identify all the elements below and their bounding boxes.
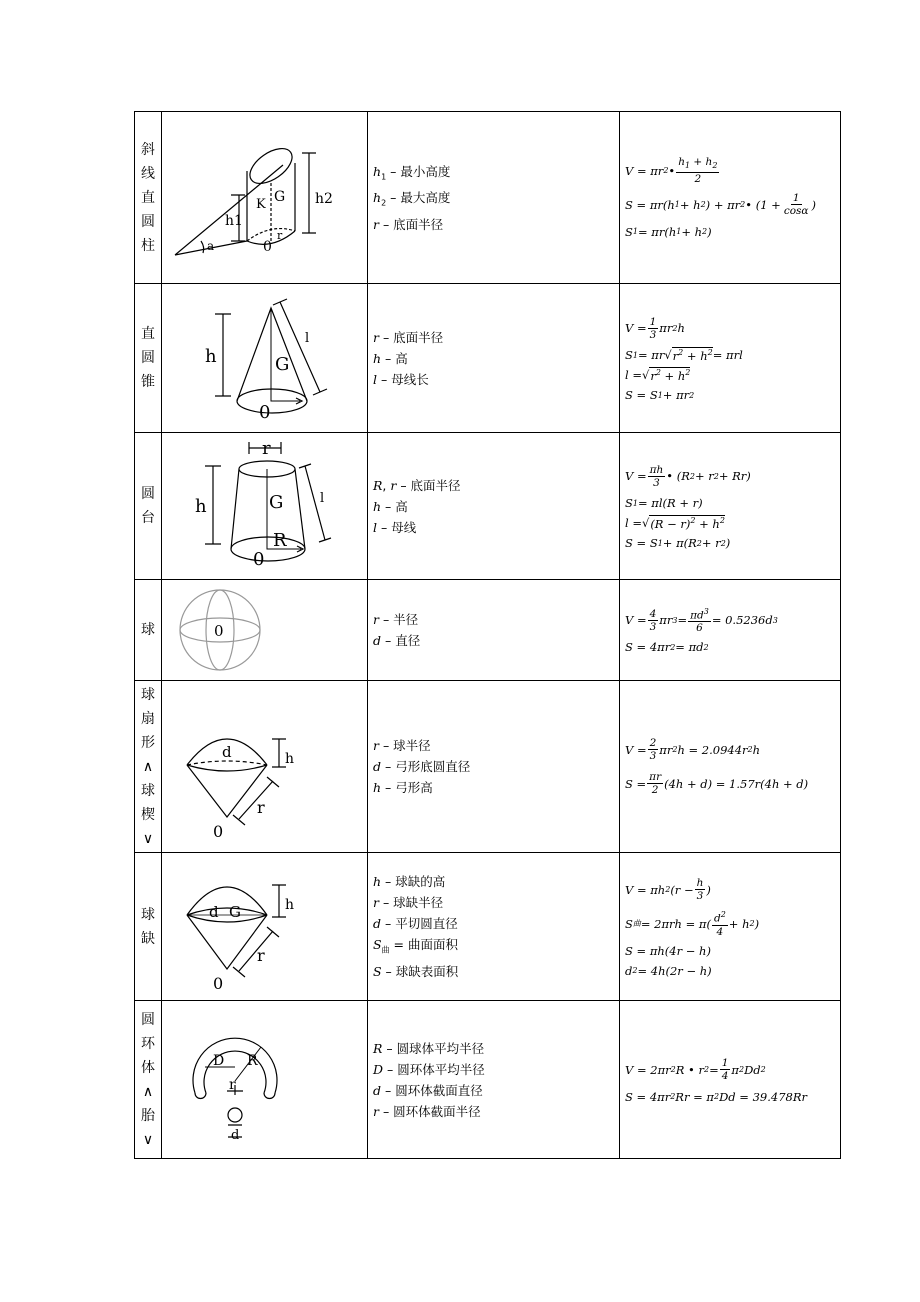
var-line: d – 平切圆直径: [373, 916, 458, 932]
formulas: [620, 853, 841, 1001]
label-K: K: [255, 196, 266, 212]
formula-volume: V = $\frac{1}{3}$ πr 2 h: [625, 315, 685, 341]
label-G: G: [274, 354, 289, 375]
label-r: r: [276, 228, 282, 242]
label-o: 0: [212, 821, 223, 841]
label-R: R: [272, 530, 287, 551]
row-sphere: [135, 580, 841, 681]
variable-definitions: [368, 853, 620, 1001]
var-line: l – 母线长: [373, 371, 429, 387]
formulas: [620, 681, 841, 853]
var-line: $S_曲$ = 曲面面积: [373, 937, 458, 955]
label-d: d: [208, 902, 219, 921]
cone-diagram: [165, 288, 365, 428]
label-G: G: [273, 188, 285, 205]
formulas: [620, 112, 841, 284]
variable-definitions: [368, 580, 620, 681]
label-G: G: [228, 902, 241, 921]
label-r: r: [228, 1076, 236, 1093]
variable-definitions: [368, 112, 620, 284]
formula-volume: V = $\frac{\pi h}{3}$ • (R 2 + r 2 + Rr): [625, 463, 751, 489]
formula-volume: V = $\frac{2}{3}$ πr 2 h = 2.0944r 2 h: [625, 737, 761, 762]
formula-surface: S = S 1 + πr 2: [625, 388, 695, 402]
label-h: h: [284, 750, 294, 767]
shape-figure: [162, 853, 368, 1001]
var-line: h – 球缺的高: [373, 874, 446, 890]
label-l: l: [319, 491, 324, 506]
label-h1: h1: [224, 212, 243, 229]
var-line: r – 底面半径: [373, 329, 444, 345]
formula-surface: S = 4πr 2 Rr = π 2 Dd = 39.478Rr: [625, 1089, 807, 1104]
var-line: h – 高: [373, 498, 408, 514]
formulas: [620, 284, 841, 433]
label-o: 0: [213, 622, 224, 640]
var-line: $h_2$ – 最大高度: [373, 190, 451, 208]
geometry-formula-table: [134, 111, 841, 1159]
formula-volume: V = πh 2 (r − $\frac{h}{3}$ ): [625, 877, 711, 902]
formula-surface: S = 4πr 2 = πd 2: [625, 640, 709, 654]
shape-figure: [162, 580, 368, 681]
frustum-diagram: [165, 436, 365, 576]
var-line: h – 高: [373, 350, 408, 366]
var-line: l – 母线: [373, 519, 417, 535]
formulas: [620, 580, 841, 681]
var-line: r – 球缺半径: [373, 895, 444, 911]
sphere-diagram: [165, 582, 365, 678]
formula-slant: l = √ $(R - r)^2 + h^2$: [625, 516, 725, 531]
label-l: l: [304, 331, 309, 346]
var-line: r – 底面半径: [373, 216, 444, 232]
formula-slant: l = √ $r^2 + h^2$: [625, 368, 691, 383]
var-line: r – 圆环体截面半径: [373, 1103, 481, 1119]
var-line: r – 半径: [373, 612, 419, 627]
label-r: r: [256, 797, 265, 817]
label-o: 0: [212, 973, 223, 993]
shape-name: 球 缺: [135, 853, 162, 1001]
torus-diagram: [165, 1005, 365, 1155]
label-d: d: [221, 742, 232, 761]
formula-surface: S = πr(h 1 + h 2 ) + πr 2 • (1 + $\frac{1}{\cos\alpha}$ ): [625, 192, 816, 217]
var-line: r – 球半径: [373, 738, 431, 753]
label-D: D: [212, 1052, 224, 1069]
formula-volume: V = πr 2 • $\frac{h_1 + h_2}{2}$: [625, 155, 718, 186]
shape-figure: [162, 284, 368, 433]
formulas: [620, 1001, 841, 1159]
shape-name: 球: [135, 580, 162, 681]
row-torus: [135, 1001, 841, 1159]
spherical-sector-diagram: [165, 687, 365, 847]
formula-diameter: d 2 = 4h(2r − h): [625, 963, 712, 978]
formula-lateral: S 1 = πr √ $r^2 + h^2$ = πrl: [625, 348, 743, 363]
shape-figure: [162, 433, 368, 580]
label-alpha: a: [206, 238, 214, 253]
shape-name: 斜 线 直 圆 柱: [135, 112, 162, 284]
label-R: R: [246, 1052, 258, 1069]
row-spherical-sector: [135, 681, 841, 853]
formula-surface: S = πh(4r − h): [625, 943, 711, 958]
row-oblique-cylinder: [135, 112, 841, 284]
label-h: h: [194, 496, 207, 517]
shape-figure: [162, 681, 368, 853]
shape-name: 球 扇 形 ∧ 球 楔 ∨: [135, 681, 162, 853]
spherical-cap-diagram: [165, 857, 365, 997]
shape-name: 直 圆 锥: [135, 284, 162, 433]
label-o: 0: [262, 238, 272, 255]
formula-surface: S = S 1 + π(R 2 + r 2 ): [625, 536, 731, 550]
formula-curved-surface: S 曲 = 2πrh = π( $\frac{d^2}{4}$ + h 2 ): [625, 910, 760, 938]
label-d: d: [230, 1127, 239, 1143]
var-line: d – 圆环体截面直径: [373, 1082, 483, 1098]
var-line: R, r – 底面半径: [373, 477, 461, 493]
label-r: r: [256, 945, 265, 965]
row-spherical-cap: [135, 853, 841, 1001]
label-o: 0: [258, 402, 270, 423]
var-line: d – 弓形底圆直径: [373, 759, 471, 774]
row-right-cone: [135, 284, 841, 433]
formula-volume: V = $\frac{4}{3}$ πr 3 = $\frac{\pi d^3}{6}$ = 0.5236d 3: [625, 606, 778, 635]
var-line: S – 球缺表面积: [373, 963, 459, 979]
var-line: $h_1$ – 最小高度: [373, 163, 451, 181]
formula-volume: V = 2πr 2 R • r 2 = $\frac{1}{4}$ π 2 Dd 2: [625, 1057, 766, 1082]
var-line: R – 圆球体平均半径: [373, 1040, 485, 1056]
shape-figure: [162, 112, 368, 284]
formulas: [620, 433, 841, 580]
shape-name: 圆 台: [135, 433, 162, 580]
var-line: d – 直径: [373, 633, 421, 648]
label-o: 0: [252, 549, 264, 570]
formula-lateral: S 1 = πl(R + r): [625, 496, 703, 510]
var-line: D – 圆环体平均半径: [373, 1061, 485, 1077]
variable-definitions: [368, 681, 620, 853]
formula-lateral: S 1 = πr(h 1 + h 2 ): [625, 224, 712, 239]
row-frustum: [135, 433, 841, 580]
variable-definitions: [368, 433, 620, 580]
oblique-cylinder-diagram: [165, 123, 365, 273]
label-h: h: [204, 346, 217, 367]
label-h: h: [284, 896, 294, 913]
label-G: G: [268, 492, 283, 513]
formula-surface: S = $\frac{\pi r}{2}$ (4h + d) = 1.57r(4h + d): [625, 771, 809, 796]
label-h2: h2: [314, 190, 333, 207]
var-line: h – 弓形高: [373, 780, 433, 795]
variable-definitions: [368, 1001, 620, 1159]
variable-definitions: [368, 284, 620, 433]
shape-figure: [162, 1001, 368, 1159]
label-r-top: r: [261, 438, 271, 459]
shape-name: 圆 环 体 ∧ 胎 ∨: [135, 1001, 162, 1159]
